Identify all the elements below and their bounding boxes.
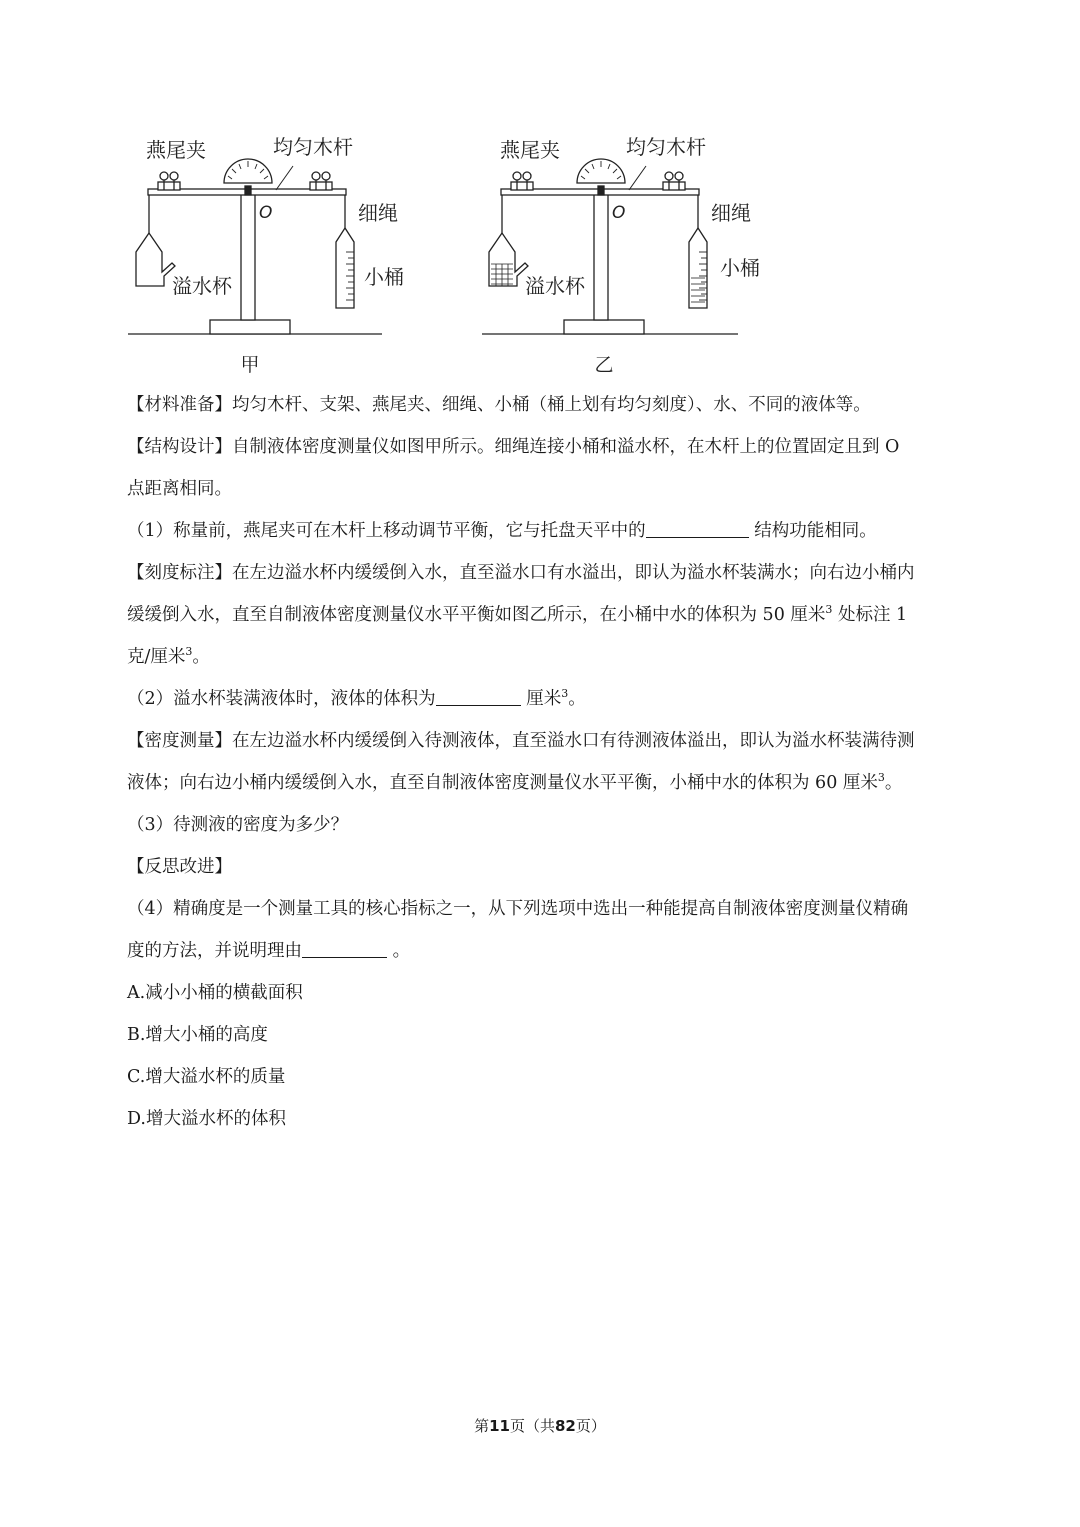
figure-jia (128, 159, 382, 334)
footer-prefix: 第 (474, 1417, 490, 1435)
superscript: 3 (877, 771, 885, 784)
question-2-end: 。 (568, 689, 586, 709)
question-4-line-1: （4）精确度是一个测量工具的核心指标之一，从下列选项中选出一种能提高自制液体密度测量仪精确 (127, 899, 909, 919)
measurement-end: 。 (884, 773, 903, 793)
figure-caption: 甲 (240, 354, 260, 376)
clip-label: 燕尾夹 (500, 138, 560, 162)
question-1 (127, 510, 982, 552)
figure-jia-labels (146, 135, 404, 376)
total-page-number: 82 (555, 1417, 576, 1435)
structure-paragraph-line-1: 【结构设计】自制液体密度测量仪如图甲所示。细绳连接小桶和溢水杯，在木杆上的位置固定且到 O (127, 437, 900, 457)
calibration-tail: 处标注 1 (832, 605, 908, 625)
question-text (127, 384, 982, 1140)
measurement-paragraph-line-1: 【密度测量】在左边溢水杯内缓缓倒入待测液体，直至溢水口有待测液体溢出，即认为溢水杯装满待测 (127, 731, 915, 751)
option-c: C.增大溢水杯的质量 (127, 1067, 286, 1087)
question-2 (127, 678, 982, 720)
question-4-text: 度的方法，并说明理由 (127, 941, 302, 961)
cup-label: 溢水杯 (525, 274, 585, 298)
footer-middle: 页（共 (509, 1417, 555, 1435)
pivot-label: O (612, 203, 626, 223)
rod-label: 均匀木杆 (626, 135, 706, 159)
superscript: 3 (185, 645, 193, 658)
structure-paragraph-line-2: 点距离相同。 (127, 479, 232, 499)
reflection-heading: 【反思改进】 (127, 857, 232, 877)
question-2-unit: 厘米 (520, 689, 562, 709)
question-1-tail: 结构功能相同。 (748, 521, 877, 541)
rod-label: 均匀木杆 (273, 135, 353, 159)
apparatus-diagram (120, 128, 760, 378)
superscript: 3 (561, 687, 569, 700)
measurement-text: 液体；向右边小桶内缓缓倒入水，直至自制液体密度测量仪水平平衡，小桶中水的体积为 60 厘米 (127, 773, 878, 793)
calibration-end: 。 (192, 647, 210, 667)
question-4-end: 。 (387, 941, 411, 961)
calibration-paragraph-line-2 (127, 594, 982, 636)
apparatus-figure (120, 128, 760, 378)
figure-yi (482, 159, 738, 334)
string-label: 细绳 (711, 201, 751, 225)
bucket-label: 小桶 (364, 265, 404, 289)
answer-blank-4[interactable] (302, 937, 387, 958)
string-label: 细绳 (358, 201, 398, 225)
question-1-text: （1）称量前，燕尾夹可在木杆上移动调节平衡，它与托盘天平中的 (127, 521, 646, 541)
current-page-number: 11 (489, 1417, 510, 1435)
figure-caption: 乙 (594, 354, 614, 376)
calibration-text: 缓缓倒入水，直至自制液体密度测量仪水平平衡如图乙所示，在小桶中水的体积为 50 厘米 (127, 605, 826, 625)
bucket-label: 小桶 (720, 256, 760, 280)
question-2-text: （2）溢水杯装满液体时，液体的体积为 (127, 689, 436, 709)
answer-blank-2[interactable] (436, 685, 521, 706)
option-a: A.减小小桶的横截面积 (127, 983, 303, 1003)
question-4-line-2 (127, 930, 982, 972)
calibration-paragraph-line-1: 【刻度标注】在左边溢水杯内缓缓倒入水，直至溢水口有水溢出，即认为溢水杯装满水；向右边小桶内 (127, 563, 915, 583)
pivot-label: O (259, 203, 273, 223)
answer-blank-1[interactable] (646, 517, 749, 538)
cup-label: 溢水杯 (172, 274, 232, 298)
question-3: （3）待测液的密度为多少？ (127, 815, 349, 835)
superscript: 3 (825, 603, 833, 616)
figure-yi-labels (500, 135, 760, 376)
option-d: D.增大溢水杯的体积 (127, 1109, 286, 1129)
materials-paragraph: 【材料准备】均匀木杆、支架、燕尾夹、细绳、小桶（桶上划有均匀刻度）、水、不同的液体等。 (127, 395, 871, 415)
page-footer (0, 1415, 1080, 1436)
measurement-paragraph-line-2 (127, 762, 982, 804)
clip-label: 燕尾夹 (146, 138, 206, 162)
option-b: B.增大小桶的高度 (127, 1025, 268, 1045)
calibration-unit: 克/厘米 (127, 647, 186, 667)
calibration-paragraph-line-3 (127, 636, 982, 678)
footer-suffix: 页） (575, 1417, 606, 1435)
